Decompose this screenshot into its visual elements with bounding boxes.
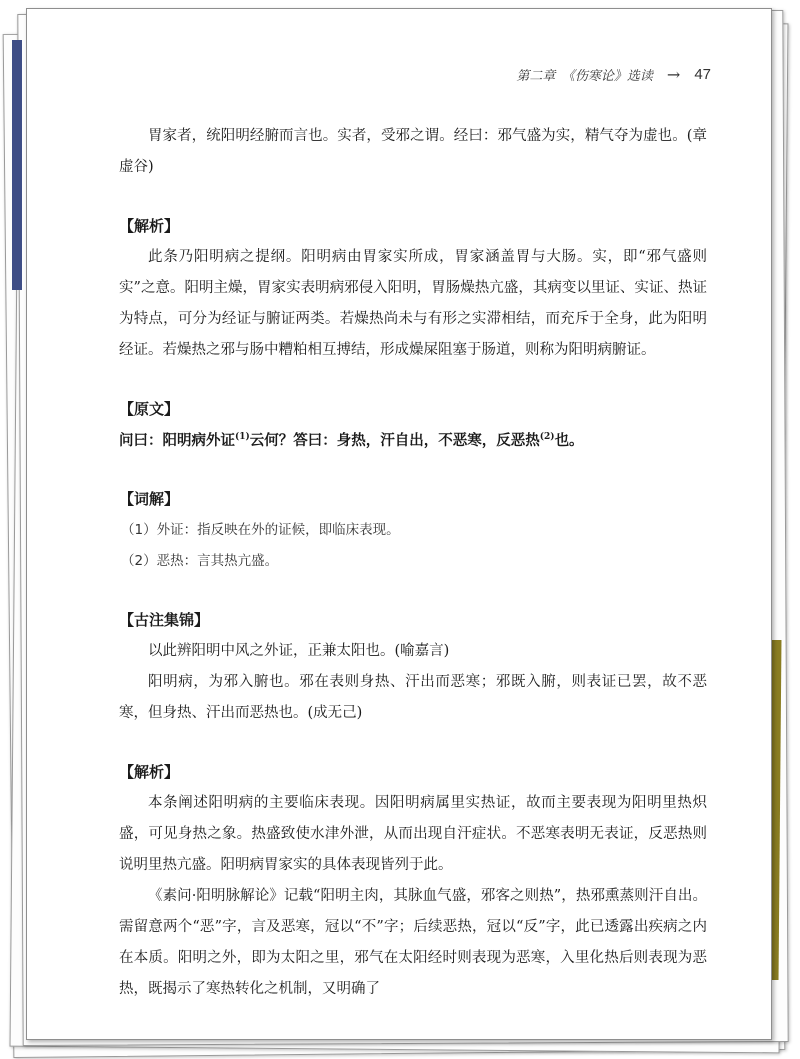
analysis-paragraph: 此条乃阳明病之提纲。阳明病由胃家实所成，胃家涵盖胃与大肠。实，即“邪气盛则实”之意。阳明主燥，胃家实表明病邪侵入阳明，胃肠燥热亢盛，其病变以里证、实证、热证为特点，可分为经证与腑证两类。若燥热尚未与有形之实滞相结，而充斥于全身，此为阳明经证。若燥热之邪与肠中糟粕相互搏结，形成燥屎阻塞于肠道，则称为阳明病腑证。 xyxy=(119,249,707,358)
analysis-paragraph: 《素问·阳明脉解论》记载“阳明主肉，其脉血气盛，邪客之则热”，热邪熏蒸则汗自出。需留意两个“恶”字，言及恶寒，冠以“不”字；后续恶热，冠以“反”字，此已透露出疾病之内在本质。阳明之外，即为太阳之里，邪气在太阳经时则表现为恶寒，入里化热后则表现为恶热，既揭示了寒热转化之机制，又明确了 xyxy=(119,888,707,997)
running-header xyxy=(516,65,711,84)
section-heading-commentary: 【古注集锦】 xyxy=(119,611,210,629)
original-text-part: 也。 xyxy=(554,432,584,449)
original-text-part: 云何？答曰：身热，汗自出，不恶寒，反恶热 xyxy=(249,432,540,449)
chapter-title: 第二章 《伤寒论》选读 xyxy=(516,69,653,84)
analysis-paragraph: 本条阐述阳明病的主要临床表现。因阳明病属里实热证，故而主要表现为阳明里热炽盛，可见身热之象。热盛致使水津外泄，从而出现自汗症状。不恶寒表明无表证，反恶热则说明里热亢盛。阳明病胃家实的具体表现皆列于此。 xyxy=(119,795,707,873)
original-text-part: 问曰：阳明病外证 xyxy=(119,432,235,449)
section-heading-original: 【原文】 xyxy=(119,400,180,418)
footnote-marker: (1) xyxy=(235,432,250,443)
glossary-item: （2）恶热：言其热亢盛。 xyxy=(121,553,279,569)
page-body xyxy=(119,121,707,1005)
book-page xyxy=(26,8,772,1040)
intro-paragraph: 胃家者，统阳明经腑而言也。实者，受邪之谓。经曰：邪气盛为实，精气夺为虚也。(章虚谷) xyxy=(119,128,707,175)
page-number: 47 xyxy=(694,66,711,83)
section-heading-glossary: 【词解】 xyxy=(119,490,180,508)
glossary-item: （1）外证：指反映在外的证候，即临床表现。 xyxy=(121,522,400,538)
section-heading-analysis: 【解析】 xyxy=(119,217,180,235)
cover-edge-strip xyxy=(12,40,22,290)
arrow-icon: → xyxy=(666,65,681,84)
commentary-item: 阳明病，为邪入腑也。邪在表则身热、汗出而恶寒；邪既入腑，则表证已罢，故不恶寒，但身热、汗出而恶热也。(成无己) xyxy=(119,674,707,721)
section-heading-analysis: 【解析】 xyxy=(119,763,180,781)
commentary-item: 以此辨阳明中风之外证，正兼太阳也。(喻嘉言) xyxy=(148,643,450,659)
footnote-marker: (2) xyxy=(539,432,555,443)
original-text xyxy=(119,425,707,456)
